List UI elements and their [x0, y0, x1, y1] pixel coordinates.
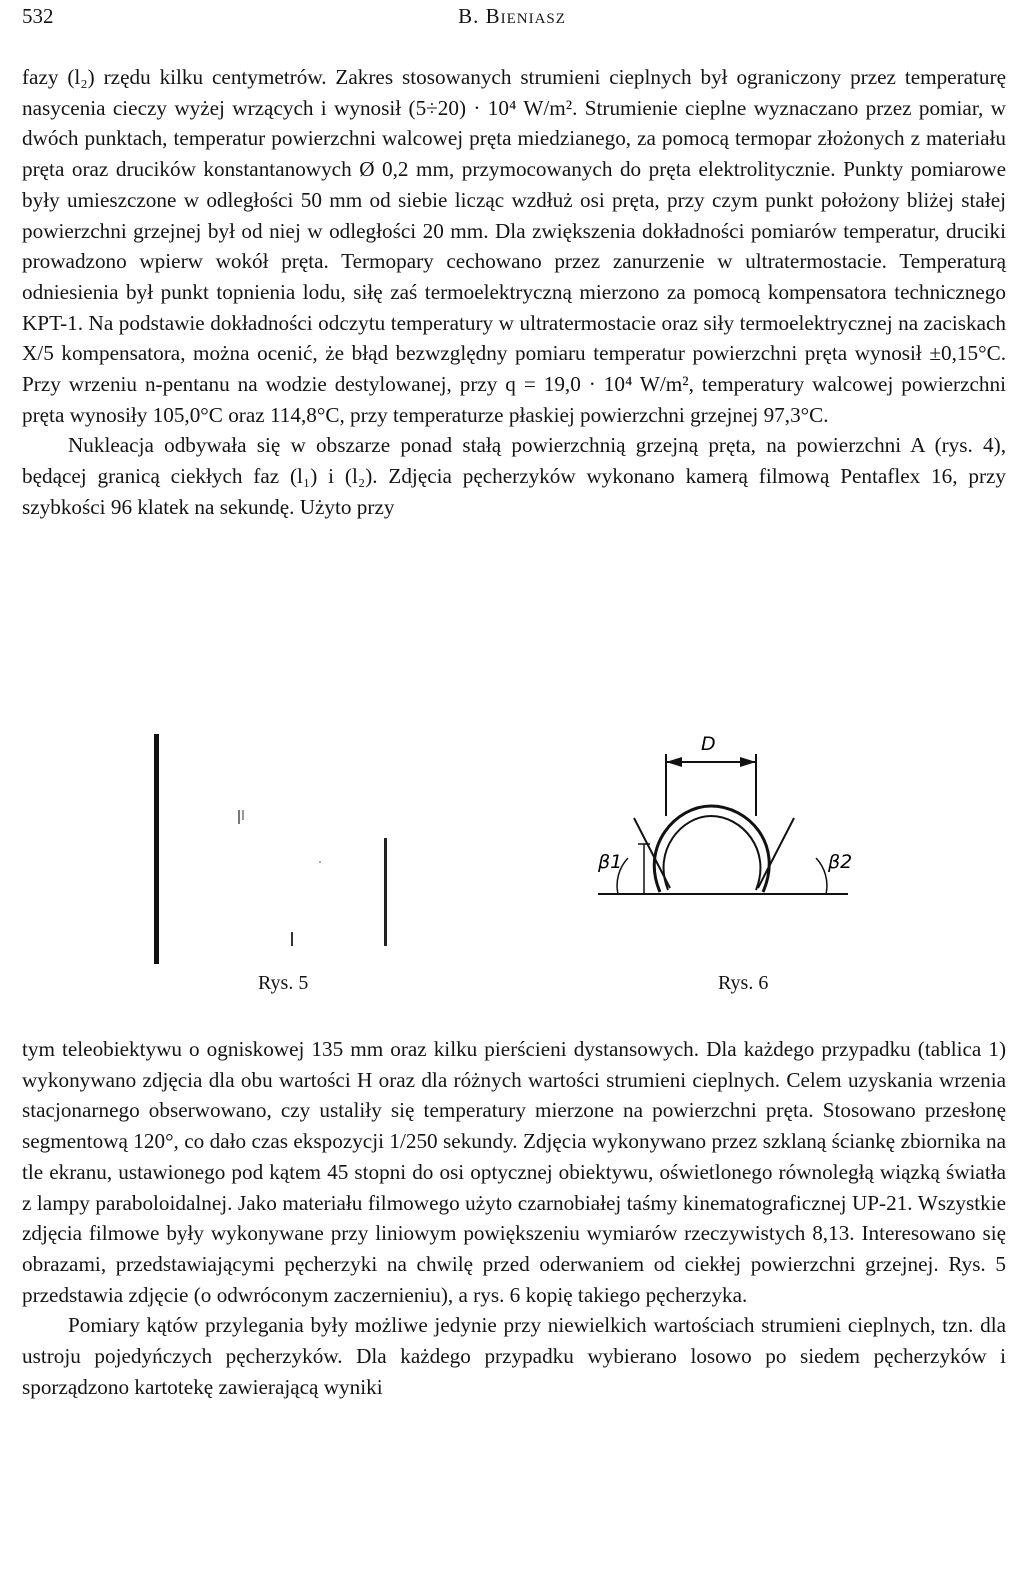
text-block-top: [22, 62, 1006, 523]
beta1-label: β1: [598, 851, 623, 873]
paragraph: Pomiary kątów przylegania były możliwe jedynie przy niewielkich wartościach strumieni cieplnych, tzn. dla ustroju pojedyńczych pęcherzyków. Dla każdego przypadku wybierano losowo po siedem pęcherzyków i sporządzono kartotekę zawierającą wyniki: [22, 1313, 1006, 1399]
photo-speck: [291, 932, 293, 946]
text-block-bottom: [22, 1034, 1006, 1402]
paragraph: fazy (l₂) rzędu kilku centymetrów. Zakres stosowanych strumieni cieplnych był ograniczony przez temperaturę nasycenia cieczy wyżej wrzących i wynosił (5÷20) · 10⁴ W/m². Strumienie cieplne wyznaczano przez pomiar, w dwóch punktach, temperatur powierzchni walcowej pręta miedzianego, za pomocą termopar złożonych z materiału pręta oraz drucików konstantanowych Ø 0,2 mm, przymocowanych do pręta elektrolitycznie. Punkty pomiarowe były umieszczone w odległości 50 mm od siebie licząc wzdłuż osi pręta, przy czym punkt położony bliżej stałej powierzchni grzejnej był od niej w odległości 20 mm. Dla zwiększenia dokładności pomiarów temperatur, druciki prowadzono wpierw wokół pręta. Termopary cechowano przez zanurzenie w ultratermostacie. Temperaturą odniesienia był punkt topnienia lodu, siłę zaś termoelektryczną mierzono za pomocą kompensatora technicznego KPT-1. Na podstawie dokładności odczytu temperatury w ultratermostacie oraz siły termoelektrycznej na zaciskach X/5 kompensatora, można ocenić, że błąd bezwzględny pomiaru temperatur powierzchni pręta wynosił ±0,15°C. Przy wrzeniu n-pentanu na wodzie destylowanej, przy q = 19,0 · 10⁴ W/m², temperatury walcowej powierzchni pręta wynosiły 105,0°C oraz 114,8°C, przy temperaturze płaskiej powierzchni grzejnej 97,3°C.: [22, 65, 1006, 427]
paragraph: Nukleacja odbywała się w obszarze ponad stałą powierzchnią grzejną pręta, na powierzchni A (rys. 4), będącej granicą ciekłych faz (l₁) i (l₂). Zdjęcia pęcherzyków wykonano kamerą filmową Pentaflex 16, przy szybkości 96 klatek na sekundę. Użyto przy: [22, 433, 1006, 519]
photo-speck: [242, 810, 244, 820]
photo-bubble-trace: [384, 838, 387, 946]
page-header: [22, 4, 1002, 32]
bubble-outline: [654, 806, 769, 892]
photo-speck: [238, 810, 240, 824]
diameter-label: D: [701, 733, 716, 755]
figures-row: [0, 726, 1024, 996]
paragraph: tym teleobiektywu o ogniskowej 135 mm oraz kilku pierścieni dystansowych. Dla każdego przypadku (tablica 1) wykonywano zdjęcia dla obu wartości H oraz dla różnych wartości strumieni cieplnych. Celem uzyskania wrzenia stacjonarnego obserwowano, czy ustaliły się temperatury mierzone na powierzchni pręta. Stosowano przesłonę segmentową 120°, co dało czas ekspozycji 1/250 sekundy. Zdjęcia wykonywano przez szklaną ściankę zbiornika na tle ekranu, ustawionego pod kątem 45 stopni do osi optycznej obiektywu, oświetlonego równoległą wiązką światła z lampy paraboloidalnej. Jako materiału filmowego użyto czarnobiałej taśmy kinematograficznej UP-21. Wszystkie zdjęcia filmowe były wykonywane przy liniowym powiększeniu wymiarów rzeczywistych 8,13. Interesowano się obrazami, przedstawiającymi pęcherzyki na chwilę przed oderwaniem od ciekłej powierzchni grzejnej. Rys. 5 przedstawia zdjęcie (o odwróconym zaczernieniu), a rys. 6 kopię takiego pęcherzyka.: [22, 1037, 1006, 1307]
photo-rod-edge: [154, 734, 159, 964]
beta2-arc: [816, 858, 827, 894]
page-number: 532: [22, 4, 54, 28]
figure-6-caption: Rys. 6: [718, 972, 769, 994]
right-tangent-line: [758, 818, 794, 888]
bubble-inner-outline: [664, 816, 761, 890]
figure-5-photo: [150, 734, 410, 974]
running-head: B. Bieniasz: [458, 4, 566, 28]
beta2-label: β2: [828, 851, 853, 873]
figure-5-caption: Rys. 5: [258, 972, 309, 994]
figure-6-bubble-diagram: [558, 726, 888, 976]
